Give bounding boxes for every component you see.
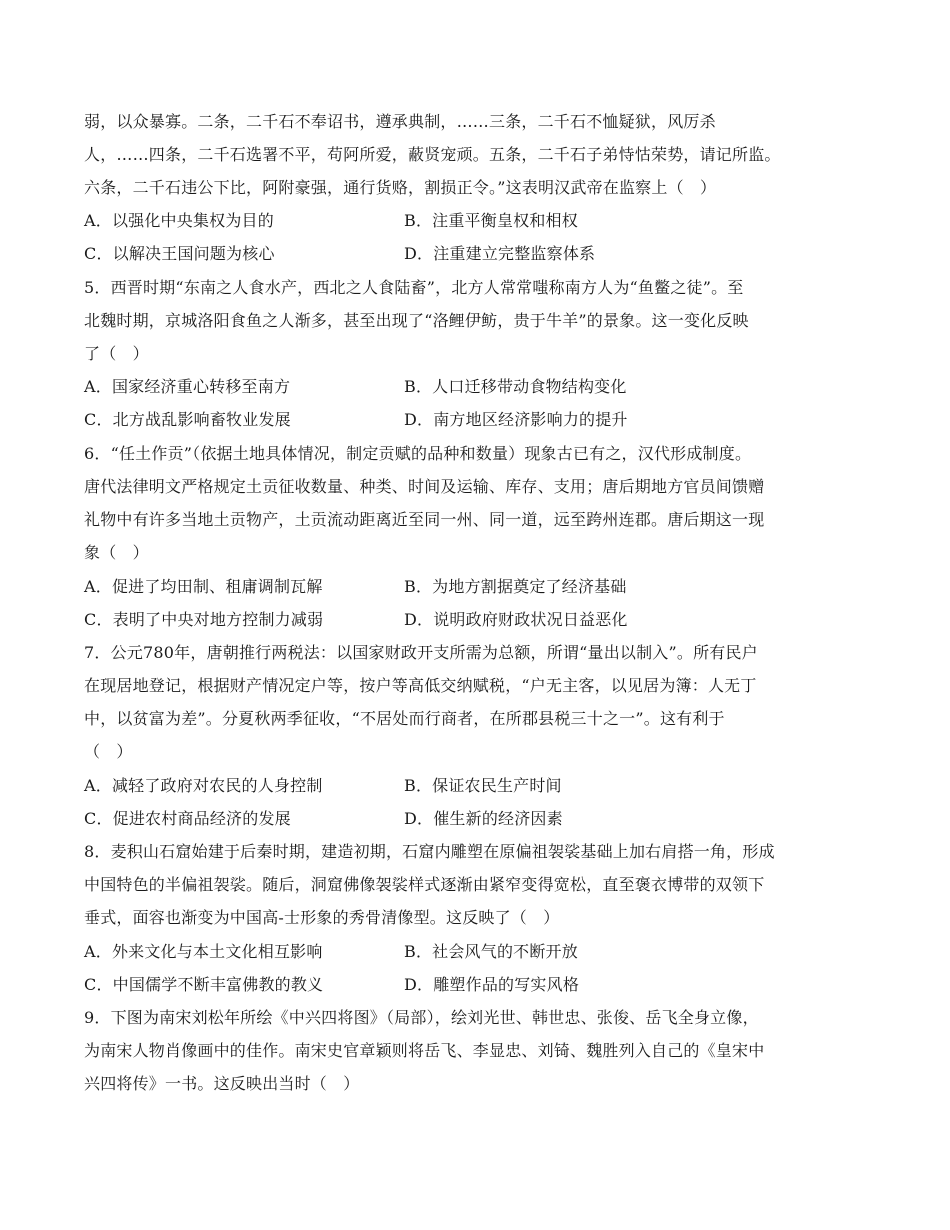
q8-line-1: 8．麦积山石窟始建于后秦时期，建造初期，石窟内雕塑在原偏祖袈裟基础上加右肩搭一角，形成 [84,842,775,861]
q8-option-a: A．外来文化与本土文化相互影响 [84,942,323,961]
q4-option-c: C．以解决王国问题为核心 [84,244,275,263]
q8-option-c: C．中国儒学不断丰富佛教的教义 [84,975,324,994]
q9-line-3: 兴四将传》一书。这反映出当时（ ） [84,1074,360,1093]
q7-line-1: 7．公元780年，唐朝推行两税法：以国家财政开支所需为总额，所谓“量出以制入”。所有民户 [84,643,758,662]
q9-line-2: 为南宋人物肖像画中的佳作。南宋史官章颖则将岳飞、李显忠、刘锜、魏胜列入自己的《皇宋中 [84,1041,765,1060]
q8-line-2: 中国特色的半偏祖袈裟。随后，洞窟佛像袈裟样式逐渐由紧窄变得宽松，直至褒衣博带的双领下 [84,875,765,894]
q6-option-d: D．说明政府财政状况日益恶化 [404,610,628,629]
q5-line-1: 5．西晋时期“东南之人食水产，西北之人食陆畜”，北方人常常嗤称南方人为“鱼鳖之徒”。至 [84,278,744,297]
q5-option-a: A．国家经济重心转移至南方 [84,377,291,396]
q7-line-4: （ ） [84,742,133,761]
q4-line-1: 弱，以众暴寡。二条，二千石不奉诏书，遵承典制，……三条，二千石不恤疑狱，风厉杀 [84,112,716,131]
q6-line-3: 礼物中有许多当地土贡物产，土贡流动距离近至同一州、同一道，远至跨州连郡。唐后期这一现 [84,510,765,529]
q8-option-b: B．社会风气的不断开放 [404,942,578,961]
q5-line-2: 北魏时期，京城洛阳食鱼之人渐多，甚至出现了“洛鲤伊鲂，贵于牛羊”的景象。这一变化反映 [84,311,749,330]
q5-option-d: D．南方地区经济影响力的提升 [404,410,628,429]
q7-option-b: B．保证农民生产时间 [404,776,562,795]
q7-option-a: A．减轻了政府对农民的人身控制 [84,776,323,795]
q9-line-1: 9．下图为南宋刘松年所绘《中兴四将图》（局部），绘刘光世、韩世忠、张俊、岳飞全身立像， [84,1008,759,1027]
q6-line-4: 象（ ） [84,543,149,562]
q6-option-a: A．促进了均田制、租庸调制瓦解 [84,577,323,596]
q5-line-3: 了（ ） [84,344,149,363]
q5-option-b: B．人口迁移带动食物结构变化 [404,377,627,396]
q6-option-c: C．表明了中央对地方控制力减弱 [84,610,324,629]
q4-option-a: A．以强化中央集权为目的 [84,211,274,230]
q6-option-b: B．为地方割据奠定了经济基础 [404,577,627,596]
q7-line-2: 在现居地登记，根据财产情况定户等，按户等高低交纳赋税，“户无主客，以见居为簿：人无丁 [84,676,757,695]
q7-option-c: C．促进农村商品经济的发展 [84,809,291,828]
q6-line-2: 唐代法律明文严格规定土贡征收数量、种类、时间及运输、库存、支用；唐后期地方官员间馈赠 [84,477,765,496]
q8-option-d: D．雕塑作品的写实风格 [404,975,580,994]
q7-line-3: 中，以贫富为差”。分夏秋两季征收，“不居处而行商者，在所郡县税三十之一”。这有利于 [84,709,725,728]
q7-option-d: D．催生新的经济因素 [404,809,563,828]
q8-line-3: 垂式，面容也渐变为中国高‑士形象的秀骨清像型。这反映了（ ） [84,908,560,927]
q4-line-3: 六条，二千石违公下比，阿附豪强，通行货赂，割损正令。”这表明汉武帝在监察上（ ） [84,178,717,197]
q4-line-2: 人，……四条，二千石选署不平，苟阿所爱，蔽贤宠顽。五条，二千石子弟恃怙荣势，请记所监。 [84,145,781,164]
q6-line-1: 6．“任土作贡”（依据土地具体情况，制定贡赋的品种和数量）现象古已有之，汉代形成制度。 [84,444,752,463]
q4-option-d: D．注重建立完整监察体系 [404,244,596,263]
q5-option-c: C．北方战乱影响畜牧业发展 [84,410,291,429]
q4-option-b: B．注重平衡皇权和相权 [404,211,578,230]
